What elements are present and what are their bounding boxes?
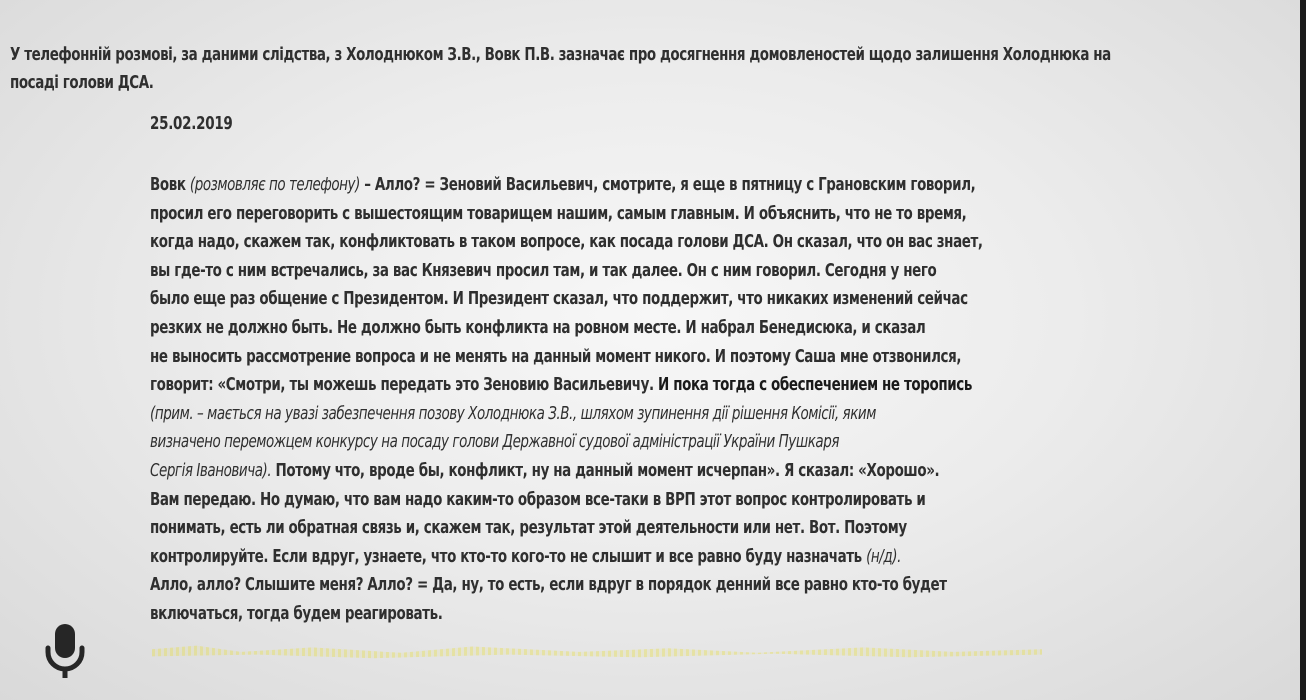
transcript-line: Вам передаю. Но думаю, что вам надо каким-то образом все-таки в ВРП этот вопрос контролировать и	[150, 489, 926, 510]
emphasized-quote: И пока тогда с обеспечением не торопись	[658, 375, 972, 396]
right-edge-bar	[1300, 0, 1306, 700]
transcript-date: 25.02.2019	[150, 114, 233, 134]
transcript-body	[150, 171, 983, 629]
transcript-text: говорит: «Смотри, ты можешь передать это Зеновию Васильевичу.	[150, 375, 659, 396]
intro-line-1: У телефонній розмові, за даними слідства, з Холоднюком З.В., Вовк П.В. зазначає про досягнення домовленостей щодо залишення Холоднюка на	[10, 45, 1111, 65]
transcript-line	[150, 171, 983, 200]
stage-note: (розмовляє по телефону)	[189, 175, 360, 195]
intro-paragraph	[10, 41, 1128, 97]
transcript-line	[150, 543, 983, 572]
subtitle-trace	[152, 642, 1042, 660]
transcript-line	[150, 371, 983, 400]
transcript-line: когда надо, скажем так, конфликтовать в таком вопросе, как посада голови ДСА. Он сказал, что он вас знает,	[150, 232, 983, 253]
transcript-line: было еще раз общение с Президентом. И Президент сказал, что поддержит, что никаких изменений сейчас	[150, 289, 968, 310]
transcript-line: Алло, алло? Слышите меня? Алло? = Да, ну, то есть, если вдруг в порядок денний все равно кто-то будет	[150, 575, 947, 596]
transcript-line: вы где-то с ним встречались, за вас Князевич просил там, и так далее. Он с ним говорил. Сегодня у него	[150, 260, 937, 281]
inaudible-note: (н/д).	[866, 546, 901, 567]
transcript-text: – Алло? = Зеновий Васильевич, смотрите, я еще в пятницу с Грановским говорил,	[359, 175, 976, 195]
transcript-line: просил его переговорить с вышестоящим товарищем нашим, самым главным. И объяснить, что не то время,	[150, 203, 967, 224]
transcript-line: не выносить рассмотрение вопроса и не менять на данный момент никого. И поэтому Саша мне отзвонился,	[150, 346, 962, 367]
transcript-line: понимать, есть ли обратная связь и, скажем так, результат этой деятельности или нет. Вот. Поэтому	[150, 518, 907, 539]
transcript-line	[150, 457, 983, 486]
transcript-text: Потому что, вроде бы, конфликт, ну на данный момент исчерпан». Я сказал: «Хорошо».	[271, 460, 940, 481]
transcript-text: контролируйте. Если вдруг, узнаете, что кто-то кого-то не слышит и все равно буду назначать	[150, 546, 867, 567]
transcript-line: включаться, тогда будем реагировать.	[150, 603, 443, 624]
editor-note-line: (прим. – мається на увазі забезпечення позову Холоднюка З.В., шляхом зупинення дії рішення Комісії, яким	[150, 403, 876, 424]
speaker-name: Вовк	[150, 175, 190, 195]
transcript-line: резких не должно быть. Не должно быть конфликта на ровном месте. И набрал Бенедисюка, и сказал	[150, 317, 926, 338]
editor-note: Сергія Івановича).	[150, 460, 272, 481]
intro-line-2: посаді голови ДСА.	[10, 73, 154, 93]
microphone-icon	[44, 622, 86, 680]
editor-note-line: визначено переможцем конкурсу на посаду голови Державної судової адміністрації України Пушкаря	[150, 432, 840, 453]
